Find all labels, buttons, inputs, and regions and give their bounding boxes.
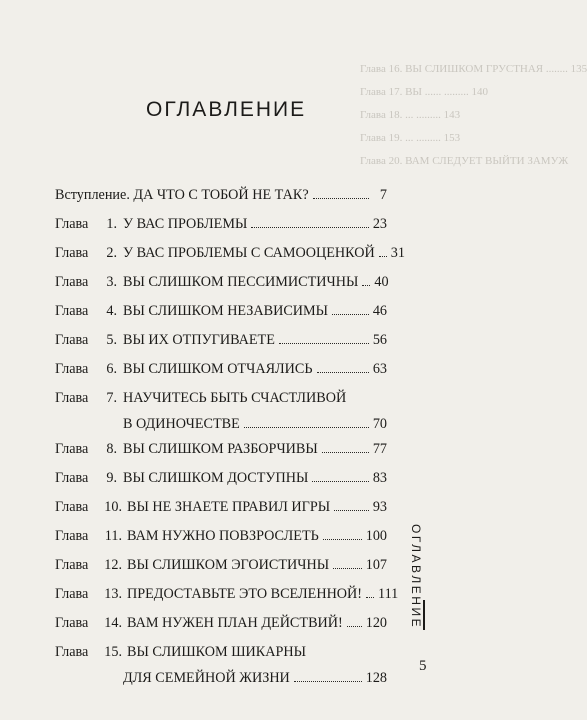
chapter-title: ПРЕДОСТАВЬТЕ ЭТО ВСЕЛЕННОЙ! <box>127 586 363 602</box>
toc-entry[interactable] <box>55 297 387 326</box>
dot-leader <box>312 480 368 482</box>
chapter-word: Глава <box>55 470 89 486</box>
page-number: 63 <box>372 361 387 377</box>
page-number: 107 <box>365 557 387 573</box>
toc-entry[interactable] <box>55 638 387 689</box>
toc-entry[interactable] <box>55 210 387 239</box>
page-number: 56 <box>372 332 387 348</box>
table-of-contents <box>55 181 405 689</box>
dot-leader <box>366 596 374 598</box>
chapter-number: 15. <box>104 644 122 660</box>
bleed-through-line: Глава 17. ВЫ ...... ......... 140 <box>360 86 489 98</box>
chapter-word: Глава <box>55 274 89 290</box>
chapter-word: Глава <box>55 615 89 631</box>
toc-entry[interactable] <box>55 464 387 493</box>
chapter-word: Глава <box>55 303 89 319</box>
chapter-title: ВЫ СЛИШКОМ ДОСТУПНЫ <box>123 470 309 486</box>
dot-leader <box>362 284 370 286</box>
page-number: 120 <box>365 615 387 631</box>
chapter-number: 11. <box>104 528 122 544</box>
bleed-through-line: Глава 19. ... ......... 153 <box>360 132 461 144</box>
chapter-title: ВЫ СЛИШКОМ ПЕССИМИСТИЧНЫ <box>123 274 359 290</box>
page-number: 111 <box>378 586 399 602</box>
page-number: 23 <box>372 216 387 232</box>
toc-entry[interactable] <box>55 268 387 297</box>
entry-title: Вступление. ДА ЧТО С ТОБОЙ НЕ ТАК? <box>55 187 309 203</box>
chapter-title: ВЫ СЛИШКОМ ОТЧАЯЛИСЬ <box>123 361 313 377</box>
dot-leader <box>323 538 362 540</box>
chapter-word: Глава <box>55 361 89 377</box>
toc-entry[interactable] <box>55 609 387 638</box>
chapter-number: 9. <box>106 470 117 486</box>
page-folio: 5 <box>419 658 427 674</box>
chapter-number: 7. <box>106 390 117 406</box>
toc-entry[interactable] <box>55 493 387 522</box>
page-number: 70 <box>372 416 387 432</box>
chapter-word: Глава <box>55 441 89 457</box>
toc-entry[interactable] <box>55 522 387 551</box>
toc-entry[interactable] <box>55 580 399 609</box>
toc-entry[interactable] <box>55 551 387 580</box>
dot-leader <box>279 342 369 344</box>
chapter-title: ВАМ НУЖНО ПОВЗРОСЛЕТЬ <box>127 528 319 544</box>
chapter-word: Глава <box>55 245 89 261</box>
chapter-title: ВАМ НУЖЕН ПЛАН ДЕЙСТВИЙ! <box>127 615 343 631</box>
chapter-title-continued: В ОДИНОЧЕСТВЕ <box>123 416 240 432</box>
bleed-through-text <box>360 58 587 173</box>
toc-entry[interactable] <box>55 384 387 435</box>
chapter-number: 6. <box>106 361 117 377</box>
page-title: ОГЛАВЛЕНИЕ <box>146 98 307 121</box>
dot-leader <box>334 509 369 511</box>
chapter-number: 3. <box>106 274 117 290</box>
chapter-title: У ВАС ПРОБЛЕМЫ С САМООЦЕНКОЙ <box>123 245 375 261</box>
chapter-word: Глава <box>55 586 89 602</box>
dot-leader <box>244 426 369 428</box>
running-head-vertical: ОГЛАВЛЕНИЕ <box>409 524 423 630</box>
chapter-number: 12. <box>104 557 122 573</box>
chapter-number: 4. <box>106 303 117 319</box>
chapter-word: Глава <box>55 528 89 544</box>
chapter-title: ВЫ СЛИШКОМ ЭГОИСТИЧНЫ <box>127 557 330 573</box>
toc-entry[interactable] <box>55 355 387 384</box>
bleed-through-line: Глава 20. ВАМ СЛЕДУЕТ ВЫЙТИ ЗАМУЖ <box>360 155 569 167</box>
toc-entry[interactable] <box>55 435 387 464</box>
divider-rule <box>423 600 425 630</box>
page-number: 83 <box>372 470 387 486</box>
dot-leader <box>333 567 362 569</box>
toc-entry-intro[interactable] <box>55 181 387 210</box>
page-number: 7 <box>379 187 387 203</box>
chapter-title: ВЫ СЛИШКОМ НЕЗАВИСИМЫ <box>123 303 329 319</box>
page-number: 46 <box>372 303 387 319</box>
dot-leader <box>317 371 369 373</box>
page-number: 128 <box>365 670 387 686</box>
chapter-word: Глава <box>55 390 89 406</box>
toc-entry[interactable] <box>55 326 387 355</box>
page-number: 93 <box>372 499 387 515</box>
dot-leader <box>294 680 362 682</box>
dot-leader <box>379 255 387 257</box>
chapter-word: Глава <box>55 499 89 515</box>
chapter-number: 13. <box>104 586 122 602</box>
chapter-number: 1. <box>106 216 117 232</box>
chapter-word: Глава <box>55 557 89 573</box>
chapter-number: 14. <box>104 615 122 631</box>
chapter-title: ВЫ ИХ ОТПУГИВАЕТЕ <box>123 332 275 348</box>
dot-leader <box>332 313 369 315</box>
chapter-word: Глава <box>55 644 89 660</box>
chapter-word: Глава <box>55 216 89 232</box>
chapter-number: 5. <box>106 332 117 348</box>
chapter-title: У ВАС ПРОБЛЕМЫ <box>123 216 248 232</box>
dot-leader <box>322 451 369 453</box>
page-number: 40 <box>374 274 389 290</box>
bleed-through-line: Глава 18. ... ......... 143 <box>360 109 461 121</box>
chapter-title-continued: ДЛЯ СЕМЕЙНОЙ ЖИЗНИ <box>123 670 290 686</box>
chapter-title: НАУЧИТЕСЬ БЫТЬ СЧАСТЛИВОЙ <box>123 390 347 406</box>
dot-leader <box>347 625 362 627</box>
chapter-number: 8. <box>106 441 117 457</box>
bleed-through-line: Глава 16. ВЫ СЛИШКОМ ГРУСТНАЯ ........ 135 <box>360 63 587 75</box>
page-number: 31 <box>390 245 405 261</box>
chapter-title: ВЫ НЕ ЗНАЕТЕ ПРАВИЛ ИГРЫ <box>127 499 331 515</box>
chapter-title: ВЫ СЛИШКОМ РАЗБОРЧИВЫ <box>123 441 318 457</box>
chapter-number: 2. <box>106 245 117 261</box>
chapter-number: 10. <box>104 499 122 515</box>
toc-entry[interactable] <box>55 239 405 268</box>
chapter-word: Глава <box>55 332 89 348</box>
dot-leader <box>251 226 368 228</box>
page-number: 100 <box>365 528 387 544</box>
chapter-title: ВЫ СЛИШКОМ ШИКАРНЫ <box>127 644 306 660</box>
page-number: 77 <box>372 441 387 457</box>
dot-leader <box>313 197 369 199</box>
